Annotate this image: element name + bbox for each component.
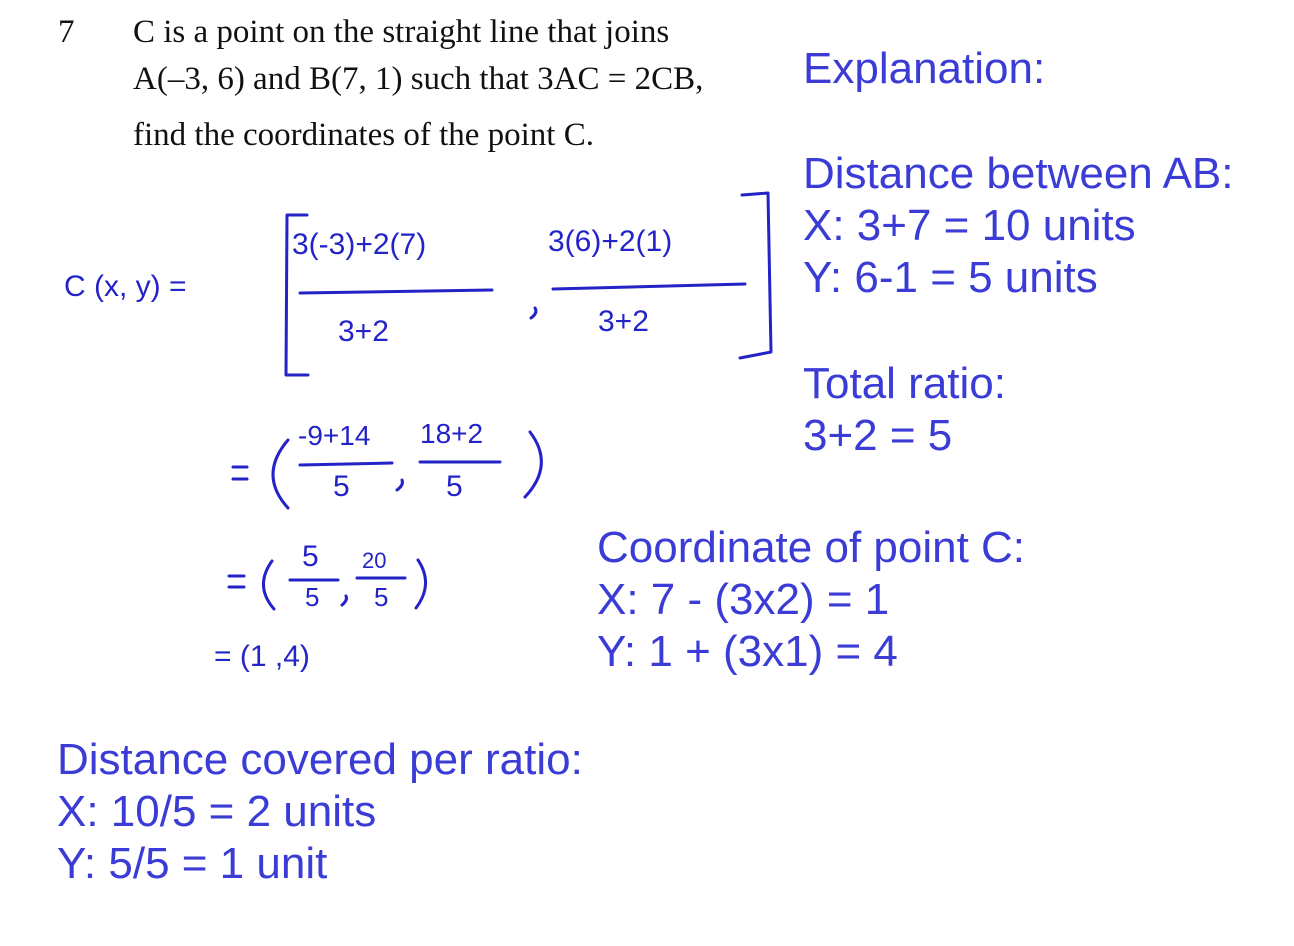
per-ratio-x: X: 10/5 = 2 units xyxy=(57,787,377,836)
paren-close-3 xyxy=(416,560,426,608)
comma-1 xyxy=(531,308,536,318)
paren-open-2 xyxy=(273,440,288,508)
comma-3 xyxy=(342,596,347,605)
step3-numerator-1: 5 xyxy=(302,540,319,573)
working-lhs: C (x, y) = xyxy=(64,270,187,303)
distance-x: X: 3+7 = 10 units xyxy=(803,201,1136,250)
explanation-heading: Explanation: xyxy=(803,44,1046,93)
working-denominator-2: 3+2 xyxy=(598,305,649,338)
step3-denominator-2: 5 xyxy=(374,582,389,612)
step2-numerator-1: -9+14 xyxy=(298,420,371,451)
question-line-2: A(–3, 6) and B(7, 1) such that 3AC = 2CB, xyxy=(133,61,704,97)
question-line-1: C is a point on the straight line that joins xyxy=(133,14,670,50)
coordinate-y: Y: 1 + (3x1) = 4 xyxy=(597,627,898,676)
paren-close-2 xyxy=(525,432,541,497)
step2-denominator-2: 5 xyxy=(446,470,463,503)
fraction-bar-2 xyxy=(553,284,745,289)
coordinate-heading: Coordinate of point C: xyxy=(597,523,1026,572)
working-numerator-2: 3(6)+2(1) xyxy=(548,225,673,258)
right-bracket xyxy=(740,193,771,358)
comma-2 xyxy=(397,480,402,490)
per-ratio-y: Y: 5/5 = 1 unit xyxy=(57,839,328,888)
step2-denominator-1: 5 xyxy=(333,470,350,503)
per-ratio-heading: Distance covered per ratio: xyxy=(57,735,583,784)
working-result: = (1 ,4) xyxy=(214,640,310,673)
step3-numerator-2: 20 xyxy=(362,548,387,573)
distance-y: Y: 6-1 = 5 units xyxy=(803,253,1098,302)
question-line-3: find the coordinates of the point C. xyxy=(133,117,594,153)
step2-numerator-2: 18+2 xyxy=(420,418,484,449)
working-numerator-1: 3(-3)+2(7) xyxy=(292,228,427,261)
step3-denominator-1: 5 xyxy=(305,582,320,612)
fraction-bar-3 xyxy=(300,463,392,465)
ratio-value: 3+2 = 5 xyxy=(803,411,953,460)
working-denominator-1: 3+2 xyxy=(338,315,389,348)
ratio-heading: Total ratio: xyxy=(803,359,1006,408)
distance-heading: Distance between AB: xyxy=(803,149,1234,198)
coordinate-x: X: 7 - (3x2) = 1 xyxy=(597,575,890,624)
fraction-bar-1 xyxy=(300,290,492,293)
question-number: 7 xyxy=(58,14,75,50)
paren-open-3 xyxy=(263,561,274,609)
